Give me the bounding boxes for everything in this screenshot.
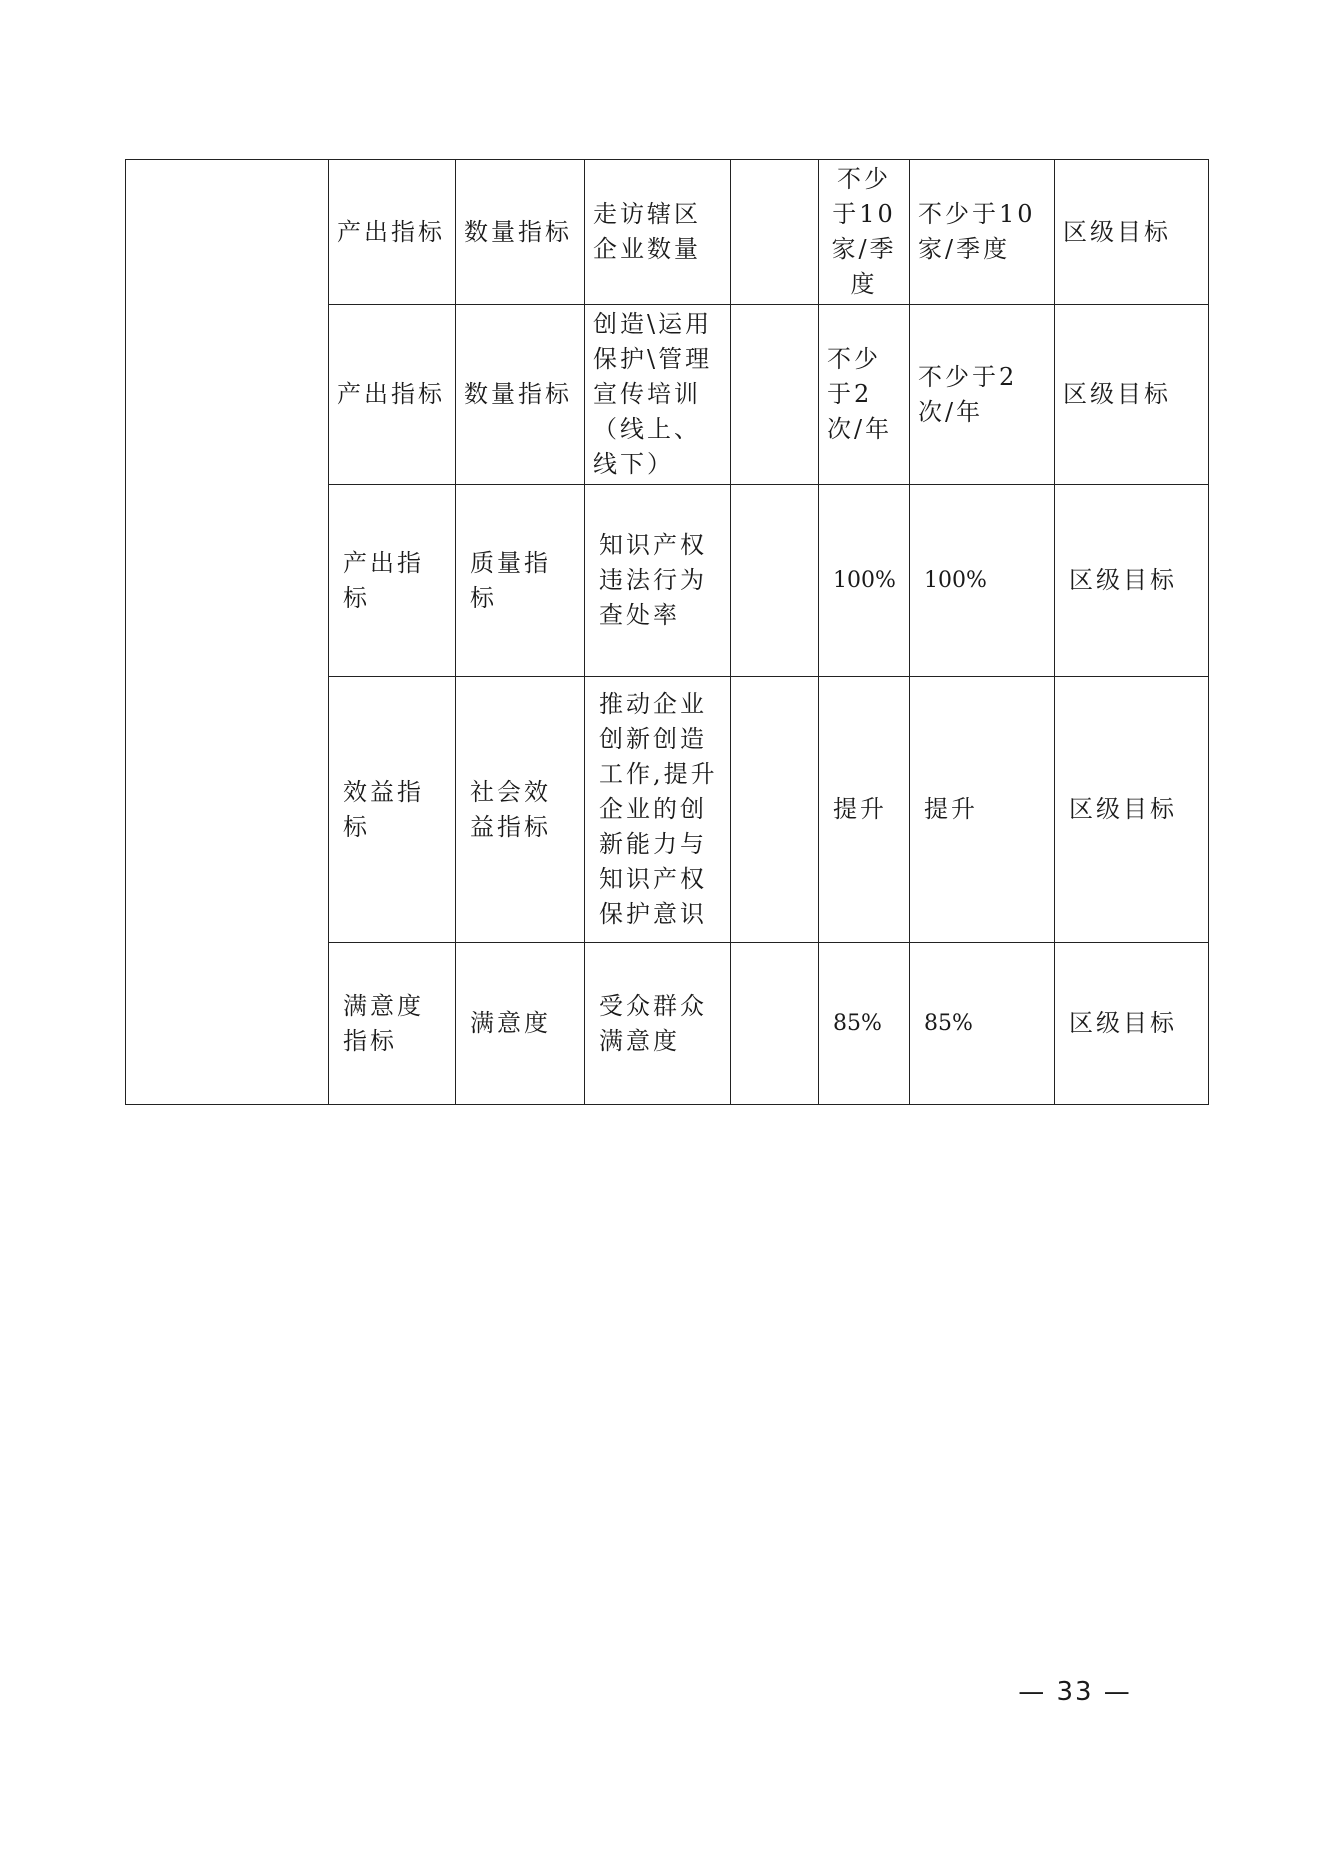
remark-cell: 区级目标 [1055,305,1209,485]
table-row [126,160,1209,305]
level2-indicator-cell: 数量指标 [456,160,585,305]
target-value-cell: 100% [819,485,910,677]
actual-value-cell: 提升 [910,677,1055,943]
page-number: — 33 — [1018,1677,1132,1707]
level1-indicator-cell: 效益指标 [329,677,456,943]
performance-indicator-table [125,159,1209,1105]
target-value-cell: 不少于10家/季度 [819,160,910,305]
level2-indicator-cell: 社会效益指标 [456,677,585,943]
blank-cell [731,160,819,305]
indicator-name-cell: 走访辖区企业数量 [585,160,731,305]
indicator-name-cell: 知识产权违法行为查处率 [585,485,731,677]
blank-cell [731,485,819,677]
target-value-cell: 85% [819,943,910,1105]
indicator-name-cell: 受众群众满意度 [585,943,731,1105]
level1-indicator-cell: 产出指标 [329,160,456,305]
level2-indicator-cell: 质量指标 [456,485,585,677]
level1-indicator-cell: 产出指标 [329,305,456,485]
level1-indicator-cell: 满意度指标 [329,943,456,1105]
remark-cell: 区级目标 [1055,160,1209,305]
actual-value-cell: 不少于2次/年 [910,305,1055,485]
actual-value-cell: 不少于10家/季度 [910,160,1055,305]
indicator-name-cell: 创造\运用保护\管理宣传培训（线上、线下） [585,305,731,485]
level2-indicator-cell: 数量指标 [456,305,585,485]
level2-indicator-cell: 满意度 [456,943,585,1105]
blank-cell [731,677,819,943]
remark-cell: 区级目标 [1055,485,1209,677]
remark-cell: 区级目标 [1055,677,1209,943]
level1-indicator-cell: 产出指标 [329,485,456,677]
actual-value-cell: 85% [910,943,1055,1105]
remark-cell: 区级目标 [1055,943,1209,1105]
indicator-name-cell: 推动企业创新创造工作,提升企业的创新能力与知识产权保护意识 [585,677,731,943]
blank-cell [731,943,819,1105]
actual-value-cell: 100% [910,485,1055,677]
blank-cell [731,305,819,485]
target-value-cell: 不少于2次/年 [819,305,910,485]
merged-project-cell [126,160,329,1105]
target-value-cell: 提升 [819,677,910,943]
